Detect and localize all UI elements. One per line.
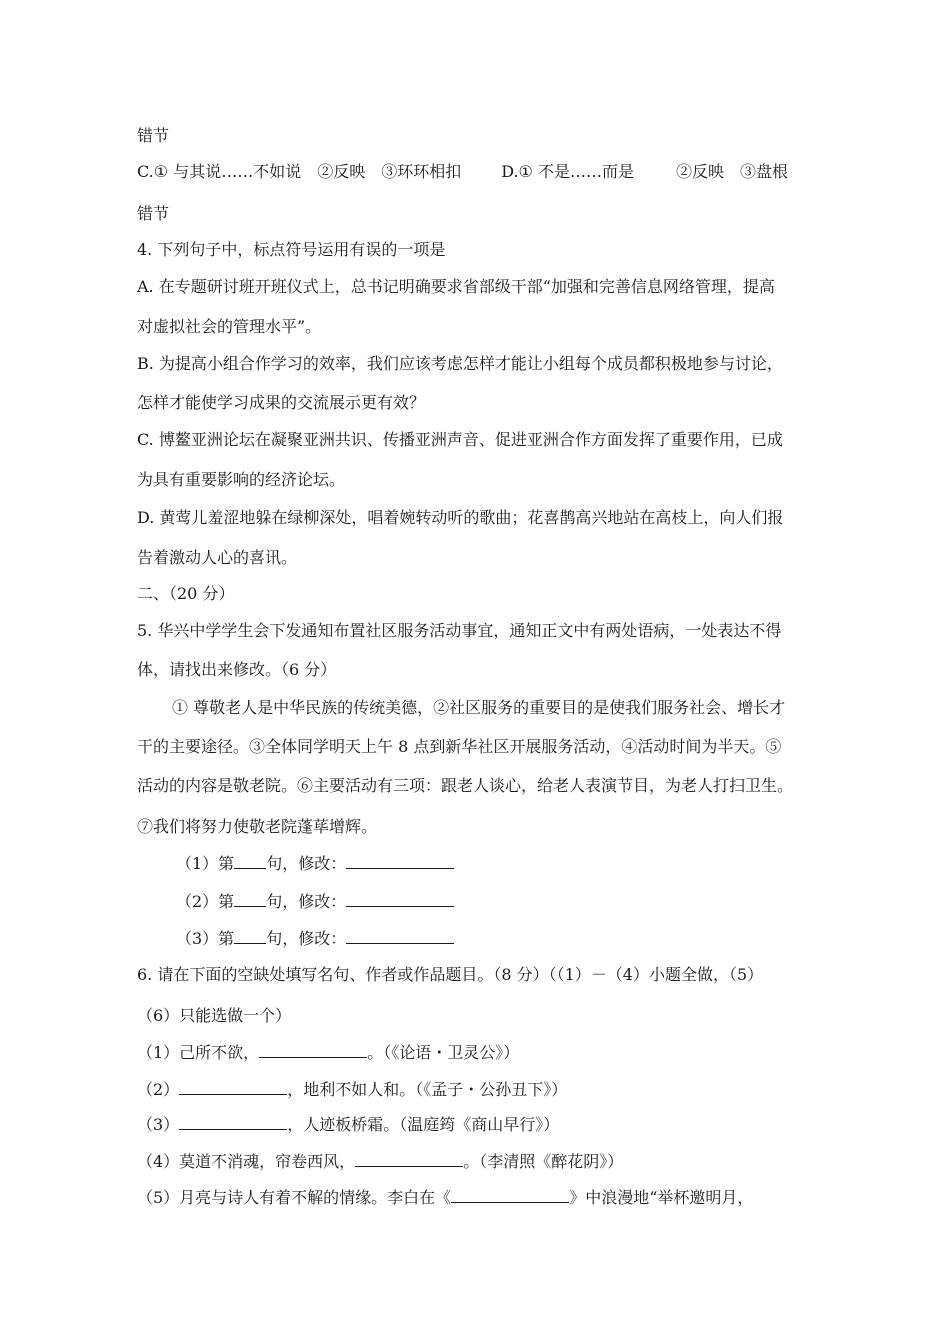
q4-option-c-line2: 为具有重要影响的经济论坛。 [137, 470, 346, 489]
section-2-title: 二、（20 分） [137, 584, 235, 603]
q3-option-d-rest: ②反映 ③盘根 [675, 162, 788, 181]
q4-option-c-line1: C. 博鳌亚洲论坛在凝聚亚洲共识、传播亚洲声音、促进亚洲合作方面发挥了重要作用，已成 [137, 430, 783, 449]
q4-option-b-line1: B. 为提高小组合作学习的效率，我们应该考虑怎样才能让小组每个成员都积极地参与讨论， [137, 354, 783, 373]
q5-stem-line1: 5. 华兴中学学生会下发通知布置社区服务活动事宜，通知正文中有两处语病，一处表达不得 [137, 621, 782, 640]
q3-wrap-line: 错节 [137, 126, 170, 145]
q6-item-5-post: 》中浪漫地“举杯邀明月， [569, 1188, 754, 1207]
q3-options-cd [137, 162, 788, 182]
q6-item-3-post: ，人迹板桥霜。（温庭筠《商山早行》） [287, 1115, 560, 1134]
q5-answer-1-revise-blank[interactable] [346, 854, 454, 869]
q6-item-1 [137, 1043, 519, 1063]
q6-item-5-blank[interactable] [451, 1188, 569, 1203]
q6-item-2 [137, 1080, 567, 1100]
q4-stem: 4. 下列句子中，标点符号运用有误的一项是 [137, 240, 446, 259]
q6-item-2-blank[interactable] [179, 1080, 287, 1095]
q5-answer-3 [176, 929, 454, 949]
q5-answer-3-sentence-blank[interactable] [234, 929, 266, 944]
q6-item-1-pre: （1）己所不欲， [137, 1043, 260, 1062]
q5-answer-1 [176, 854, 454, 874]
q6-stem-line2: （6）只能选做一个） [137, 1006, 292, 1025]
q6-item-4-pre: （4）莫道不消魂，帘卷西风， [137, 1152, 356, 1171]
q5-passage-line4: ⑦我们将努力使敬老院蓬荜增辉。 [137, 817, 378, 836]
q5-answer-2-sentence-blank[interactable] [234, 892, 266, 907]
q5-stem-line2: 体，请找出来修改。（6 分） [137, 660, 337, 679]
q4-option-b-line2: 怎样才能使学习成果的交流展示更有效？ [137, 393, 426, 412]
q6-item-5 [137, 1188, 753, 1208]
q5-answer-2 [176, 892, 454, 912]
q6-item-1-post: 。（《论语・卫灵公》） [367, 1043, 520, 1062]
q6-item-4-post: 。（李清照《醉花阴》） [463, 1152, 624, 1171]
q6-item-3-pre: （3） [137, 1115, 180, 1134]
q6-item-1-blank[interactable] [259, 1043, 367, 1058]
q5-answer-3-revise-label: 句，修改： [266, 929, 347, 948]
q5-passage-line2: 干的主要途径。③全体同学明天上午 8 点到新华社区开展服务活动，④活动时间为半天。⑤ [137, 737, 782, 756]
q4-option-a-line2: 对虚拟社会的管理水平”。 [137, 317, 322, 336]
q5-answer-3-label: （3）第 [176, 929, 235, 948]
q5-answer-3-revise-blank[interactable] [346, 929, 454, 944]
q5-answer-2-revise-label: 句，修改： [266, 892, 347, 911]
q5-answer-2-label: （2）第 [176, 892, 235, 911]
q6-item-4-blank[interactable] [355, 1152, 463, 1167]
q5-answer-1-revise-label: 句，修改： [266, 854, 347, 873]
q3-wrap-line-2: 错节 [137, 204, 170, 223]
q6-stem-line1: 6. 请在下面的空缺处填写名句、作者或作品题目。（8 分）（（1）－（4）小题全做，（5） [137, 965, 764, 984]
q5-passage-line1: ① 尊敬老人是中华民族的传统美德，②社区服务的重要目的是使我们服务社会、增长才 [172, 698, 786, 717]
q5-answer-1-label: （1）第 [176, 854, 235, 873]
q6-item-3 [137, 1115, 559, 1135]
q6-item-4 [137, 1152, 623, 1172]
q6-item-3-blank[interactable] [179, 1115, 287, 1130]
q4-option-a-line1: A. 在专题研讨班开班仪式上，总书记明确要求省部级干部“加强和完善信息网络管理，提高 [137, 277, 775, 296]
q6-item-5-pre: （5）月亮与诗人有着不解的情缘。李白在《 [137, 1188, 452, 1207]
q6-item-2-post: ，地利不如人和。（《孟子・公孙丑下》） [287, 1080, 568, 1099]
q3-option-d: D.① 不是……而是 [501, 162, 634, 181]
q4-option-d-line2: 告着激动人心的喜讯。 [137, 548, 298, 567]
q5-answer-2-revise-blank[interactable] [346, 892, 454, 907]
q3-option-c: C.① 与其说……不如说 ②反映 ③环环相扣 [137, 162, 462, 181]
q4-option-d-line1: D. 黄莺儿羞涩地躲在绿柳深处，唱着婉转动听的歌曲；花喜鹊高兴地站在高枝上，向人们报 [137, 508, 784, 527]
q5-passage-line3: 活动的内容是敬老院。⑥主要活动有三项：跟老人谈心，给老人表演节目，为老人打扫卫生。 [137, 776, 794, 795]
q6-item-2-pre: （2） [137, 1080, 180, 1099]
q5-answer-1-sentence-blank[interactable] [234, 854, 266, 869]
